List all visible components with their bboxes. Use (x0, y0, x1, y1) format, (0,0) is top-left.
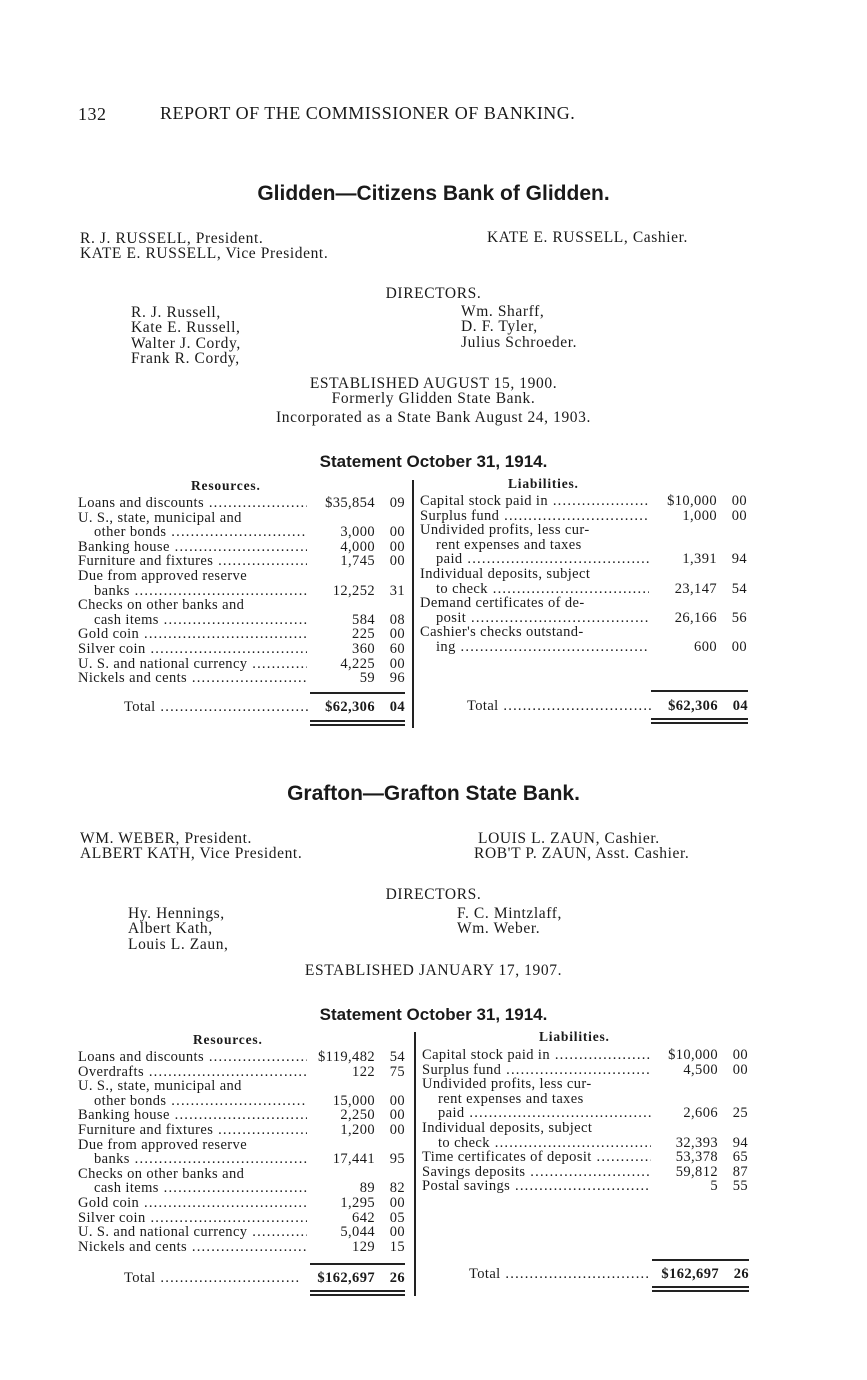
table-row (78, 554, 405, 569)
row-cents: 00 (389, 1194, 405, 1211)
sum-rule (651, 690, 748, 692)
row-amount (352, 1211, 405, 1226)
double-rule (651, 722, 748, 724)
row-dollars: 584 (352, 611, 375, 628)
total-dollars: $62,306 (668, 698, 718, 714)
sum-rule (310, 1263, 405, 1265)
row-label: Undivided profits, less cur- (422, 1077, 592, 1092)
director-name: Kate E. Russell, (131, 319, 241, 337)
table-row (78, 1181, 405, 1196)
row-amount (333, 1094, 405, 1109)
table-row (78, 642, 405, 657)
row-amount (340, 1225, 405, 1240)
director-name: Julius Schroeder. (461, 333, 578, 351)
table-row (78, 598, 405, 613)
row-cents: 09 (389, 495, 405, 511)
row-dollars: 3,000 (340, 524, 375, 541)
row-amount (683, 1106, 748, 1121)
total-label: Total ..... (124, 699, 309, 716)
row-amount (676, 1136, 748, 1151)
established-line: ESTABLISHED AUGUST 15, 1900. (309, 375, 558, 392)
row-cents: 00 (389, 524, 405, 541)
total-label: Total ..... (469, 1266, 649, 1283)
row-dollars: 89 (359, 1180, 375, 1197)
row-label: U. S., state, municipal and (78, 510, 242, 526)
total-label: Total ..... (124, 1270, 299, 1287)
row-amount (352, 1065, 405, 1080)
row-cents: 15 (389, 1238, 405, 1255)
total-dollars: $62,306 (325, 699, 375, 715)
total-dollars: $162,697 (317, 1270, 375, 1286)
row-label: Overdrafts ..... (78, 1065, 307, 1080)
row-dollars: 26,166 (674, 609, 717, 626)
director-name: D. F. Tyler, (461, 318, 538, 336)
row-label: Silver coin ..... (78, 642, 307, 657)
row-dollars: 1,000 (682, 507, 717, 524)
row-label: cash items ..... (94, 613, 307, 628)
table-row (422, 1136, 748, 1151)
row-dollars: 32,393 (675, 1134, 718, 1151)
row-cents: 00 (732, 1061, 748, 1078)
directors-left-list (128, 906, 229, 952)
row-label: rent expenses and taxes (438, 1091, 584, 1107)
row-amount (694, 640, 747, 655)
row-label: Banking house ..... (78, 1108, 307, 1123)
director-name: Albert Kath, (128, 920, 213, 938)
row-cents: 00 (389, 538, 405, 555)
row-dollars: 59 (359, 670, 375, 687)
row-dollars: 12,252 (332, 582, 375, 599)
row-label: Capital stock paid in ..... (420, 494, 649, 509)
row-amount (325, 496, 405, 511)
row-dollars: 600 (694, 638, 717, 655)
row-cents: 00 (389, 1224, 405, 1241)
director-name: Louis L. Zaun, (128, 935, 229, 953)
row-dollars: 1,200 (340, 1121, 375, 1138)
table-row (422, 1092, 748, 1107)
row-cents: 75 (389, 1063, 405, 1080)
row-label: Checks on other banks and (78, 1166, 245, 1182)
table-row (78, 1050, 405, 1065)
table-row (420, 494, 747, 509)
row-label: Surplus fund ..... (420, 509, 649, 524)
row-amount (340, 657, 405, 672)
table-row (422, 1063, 748, 1078)
resources-table (78, 1050, 405, 1254)
table-row (78, 1152, 405, 1167)
row-cents: 00 (389, 553, 405, 570)
row-label: Furniture and fixtures ..... (78, 1123, 307, 1138)
row-cents: 08 (389, 611, 405, 628)
row-amount (675, 611, 747, 626)
table-row (78, 1196, 405, 1211)
row-amount (676, 1150, 748, 1165)
liabilities-heading: Liabilities. (508, 476, 579, 491)
table-row (78, 496, 405, 511)
statement-title: Statement October 31, 1914. (319, 452, 548, 471)
table-row (78, 1240, 405, 1255)
table-row (78, 1108, 405, 1123)
row-cents: 55 (732, 1178, 748, 1195)
row-label: Gold coin ..... (78, 1196, 307, 1211)
row-dollars: 2,250 (340, 1107, 375, 1124)
table-row (78, 657, 405, 672)
row-label: rent expenses and taxes (436, 537, 582, 553)
officer-vice-president: ALBERT KATH, Vice President. (80, 845, 303, 862)
row-label: Individual deposits, subject (420, 566, 591, 582)
row-label: Furniture and fixtures ..... (78, 554, 307, 569)
row-label: other bonds ..... (94, 525, 307, 540)
row-cents: 95 (389, 1151, 405, 1168)
page-number: 132 (78, 104, 107, 124)
row-amount (675, 582, 747, 597)
table-row (422, 1048, 748, 1063)
row-dollars: 225 (352, 626, 375, 643)
row-label: Demand certificates of de- (420, 596, 585, 611)
row-cents: 00 (389, 1092, 405, 1109)
row-label: paid ..... (438, 1106, 651, 1121)
row-label: Due from approved reserve (78, 1137, 248, 1153)
table-row (78, 525, 405, 540)
row-amount (340, 540, 405, 555)
row-cents: 00 (731, 507, 747, 524)
total-cents: 04 (389, 699, 405, 715)
row-dollars: 122 (352, 1063, 375, 1080)
table-row (78, 1211, 405, 1226)
total-dollars: $162,697 (661, 1266, 719, 1282)
statement-title: Statement October 31, 1914. (319, 1005, 548, 1024)
row-label: Surplus fund ..... (422, 1063, 651, 1078)
table-row (78, 1079, 405, 1094)
row-amount (360, 671, 405, 686)
row-label: to check ..... (436, 582, 649, 597)
table-row (78, 1123, 405, 1138)
row-amount (340, 1123, 405, 1138)
row-amount (352, 1240, 405, 1255)
director-name: R. J. Russell, (131, 304, 221, 321)
row-cents: 00 (732, 1047, 748, 1063)
table-row (420, 582, 747, 597)
row-cents: 56 (731, 609, 747, 626)
row-cents: 00 (731, 493, 747, 509)
table-row (420, 552, 747, 567)
table-row (422, 1179, 748, 1194)
row-label: to check ..... (438, 1136, 651, 1151)
row-amount (340, 1108, 405, 1123)
resources-heading: Resources. (193, 1032, 263, 1047)
row-cents: 54 (731, 580, 747, 597)
row-cents: 60 (389, 640, 405, 657)
row-dollars: 23,147 (674, 580, 717, 597)
row-label: ing ..... (436, 640, 649, 655)
row-cents: 94 (732, 1134, 748, 1151)
row-cents: 05 (389, 1209, 405, 1226)
table-row (422, 1106, 748, 1121)
table-row (420, 625, 747, 640)
row-label: Checks on other banks and (78, 598, 245, 613)
total-cents: 26 (389, 1270, 405, 1286)
row-dollars: 2,606 (683, 1105, 718, 1122)
officer-cashier: KATE E. RUSSELL, Cashier. (487, 229, 688, 246)
director-name: Hy. Hennings, (128, 905, 225, 922)
row-label: Savings deposits ..... (422, 1165, 651, 1180)
row-label: Capital stock paid in ..... (422, 1048, 651, 1063)
table-row (78, 511, 405, 526)
row-label: other bonds ..... (94, 1094, 307, 1109)
row-label: banks ..... (94, 1152, 307, 1167)
row-dollars: $119,482 (317, 1049, 375, 1065)
total-cents: 04 (732, 698, 748, 714)
established-line: ESTABLISHED JANUARY 17, 1907. (304, 962, 563, 979)
row-label: posit ..... (436, 611, 649, 626)
row-label: banks ..... (94, 584, 307, 599)
bank-title: Grafton—Grafton State Bank. (287, 782, 580, 805)
row-dollars: 1,745 (340, 553, 375, 570)
double-rule (310, 1290, 405, 1292)
row-dollars: 5,044 (340, 1224, 375, 1241)
row-label: U. S. and national currency ..... (78, 657, 307, 672)
row-dollars: 129 (352, 1238, 375, 1255)
row-dollars: $10,000 (668, 1047, 718, 1063)
row-label: paid ..... (436, 552, 649, 567)
total-amount (661, 1266, 749, 1283)
row-label: Due from approved reserve (78, 568, 248, 584)
officer-cashier: LOUIS L. ZAUN, Cashier. (478, 830, 660, 847)
running-title: REPORT OF THE COMMISSIONER OF BANKING. (160, 103, 576, 123)
table-row (420, 611, 747, 626)
row-amount (352, 613, 405, 628)
double-rule (310, 720, 405, 722)
row-dollars: 17,441 (332, 1151, 375, 1168)
table-row (420, 509, 747, 524)
double-rule (310, 1294, 405, 1296)
total-amount (317, 1270, 405, 1287)
double-rule (652, 1286, 749, 1288)
row-dollars: 360 (352, 640, 375, 657)
resources-heading: Resources. (191, 478, 261, 493)
row-label: Individual deposits, subject (422, 1120, 593, 1136)
director-name: Wm. Sharff, (461, 303, 545, 320)
row-label: Silver coin ..... (78, 1211, 307, 1226)
double-rule (652, 1290, 749, 1292)
table-row (420, 596, 747, 611)
row-cents: 87 (732, 1163, 748, 1180)
table-row (420, 640, 747, 655)
row-dollars: 53,378 (675, 1149, 718, 1166)
director-name: Wm. Weber. (457, 920, 541, 938)
table-row (78, 1167, 405, 1182)
total-amount (668, 698, 748, 715)
formerly-line: Formerly Glidden State Bank. (331, 390, 536, 407)
director-name: Frank R. Cordy, (131, 349, 240, 367)
liabilities-table (420, 494, 747, 655)
row-label: Nickels and cents ..... (78, 671, 307, 686)
row-amount (340, 1196, 405, 1211)
director-name: F. C. Mintzlaff, (457, 905, 562, 922)
directors-right-list (457, 906, 562, 937)
table-row (78, 1225, 405, 1240)
officer-vice-president: KATE E. RUSSELL, Vice President. (80, 245, 329, 262)
table-row (422, 1121, 748, 1136)
row-amount (340, 525, 405, 540)
resources-table (78, 496, 405, 686)
row-label: Undivided profits, less cur- (420, 523, 590, 538)
column-divider (412, 480, 414, 728)
row-label: Gold coin ..... (78, 627, 307, 642)
row-dollars: 4,500 (683, 1061, 718, 1078)
directors-right-list (461, 304, 577, 350)
officer-president: R. J. RUSSELL, President. (80, 230, 264, 247)
total-cents: 26 (733, 1266, 749, 1282)
table-row (420, 567, 747, 582)
row-dollars: $10,000 (667, 493, 717, 509)
table-row (422, 1077, 748, 1092)
row-amount (683, 1063, 748, 1078)
row-amount (668, 1048, 748, 1063)
row-label: cash items ..... (94, 1181, 307, 1196)
row-dollars: 1,391 (682, 551, 717, 568)
table-row (78, 1065, 405, 1080)
row-label: Banking house ..... (78, 540, 307, 555)
row-amount (360, 1181, 405, 1196)
officer-president: WM. WEBER, President. (80, 830, 253, 847)
row-cents: 94 (731, 551, 747, 568)
row-label: U. S. and national currency ..... (78, 1225, 307, 1240)
table-row (78, 671, 405, 686)
row-label: Loans and discounts ..... (78, 496, 307, 511)
table-row (78, 540, 405, 555)
row-label: Postal savings ..... (422, 1179, 651, 1194)
row-dollars: $35,854 (325, 495, 375, 511)
sum-rule (310, 692, 405, 694)
row-amount (682, 509, 747, 524)
row-amount (352, 642, 405, 657)
row-dollars: 59,812 (675, 1163, 718, 1180)
column-divider (414, 1032, 416, 1296)
liabilities-heading: Liabilities. (539, 1029, 610, 1044)
row-cents: 00 (389, 1107, 405, 1124)
director-name: Walter J. Cordy, (131, 334, 241, 352)
table-row (78, 569, 405, 584)
row-amount (333, 1152, 405, 1167)
row-cents: 54 (389, 1049, 405, 1065)
row-cents: 65 (732, 1149, 748, 1166)
directors-heading: DIRECTORS. (385, 285, 482, 302)
incorporated-line: Incorporated as a State Bank August 24, 1903. (276, 409, 591, 426)
row-amount (352, 627, 405, 642)
row-label: Loans and discounts ..... (78, 1050, 307, 1065)
row-dollars: 1,295 (340, 1194, 375, 1211)
table-row (422, 1165, 748, 1180)
double-rule (310, 724, 405, 726)
liabilities-table (422, 1048, 748, 1194)
table-row (78, 613, 405, 628)
table-row (420, 523, 747, 538)
double-rule (651, 718, 748, 720)
row-amount (333, 584, 405, 599)
row-label: Time certificates of deposit ..... (422, 1150, 651, 1165)
row-label: U. S., state, municipal and (78, 1079, 242, 1094)
row-cents: 00 (389, 655, 405, 672)
row-cents: 00 (389, 626, 405, 643)
total-label: Total ..... (467, 698, 652, 715)
table-row (78, 1138, 405, 1153)
directors-left-list (131, 305, 241, 366)
row-cents: 31 (389, 582, 405, 599)
row-amount (682, 552, 747, 567)
table-row (78, 627, 405, 642)
row-cents: 82 (389, 1180, 405, 1197)
row-dollars: 4,000 (340, 538, 375, 555)
row-amount (676, 1165, 748, 1180)
table-row (78, 584, 405, 599)
row-amount (710, 1179, 748, 1194)
row-amount (318, 1050, 405, 1065)
row-dollars: 5 (710, 1178, 718, 1195)
row-cents: 96 (389, 670, 405, 687)
row-cents: 25 (732, 1105, 748, 1122)
row-cents: 00 (731, 638, 747, 655)
row-dollars: 642 (352, 1209, 375, 1226)
row-label: Cashier's checks outstand- (420, 625, 584, 640)
sum-rule (652, 1259, 749, 1261)
row-amount (667, 494, 747, 509)
total-amount (325, 699, 405, 716)
officer-asst-cashier: ROB'T P. ZAUN, Asst. Cashier. (474, 845, 690, 862)
table-row (420, 538, 747, 553)
row-dollars: 4,225 (340, 655, 375, 672)
directors-heading: DIRECTORS. (385, 886, 482, 903)
row-dollars: 15,000 (332, 1092, 375, 1109)
table-row (422, 1150, 748, 1165)
row-cents: 00 (389, 1121, 405, 1138)
row-amount (340, 554, 405, 569)
row-label: Nickels and cents ..... (78, 1240, 307, 1255)
bank-title: Glidden—Citizens Bank of Glidden. (257, 182, 610, 205)
table-row (78, 1094, 405, 1109)
